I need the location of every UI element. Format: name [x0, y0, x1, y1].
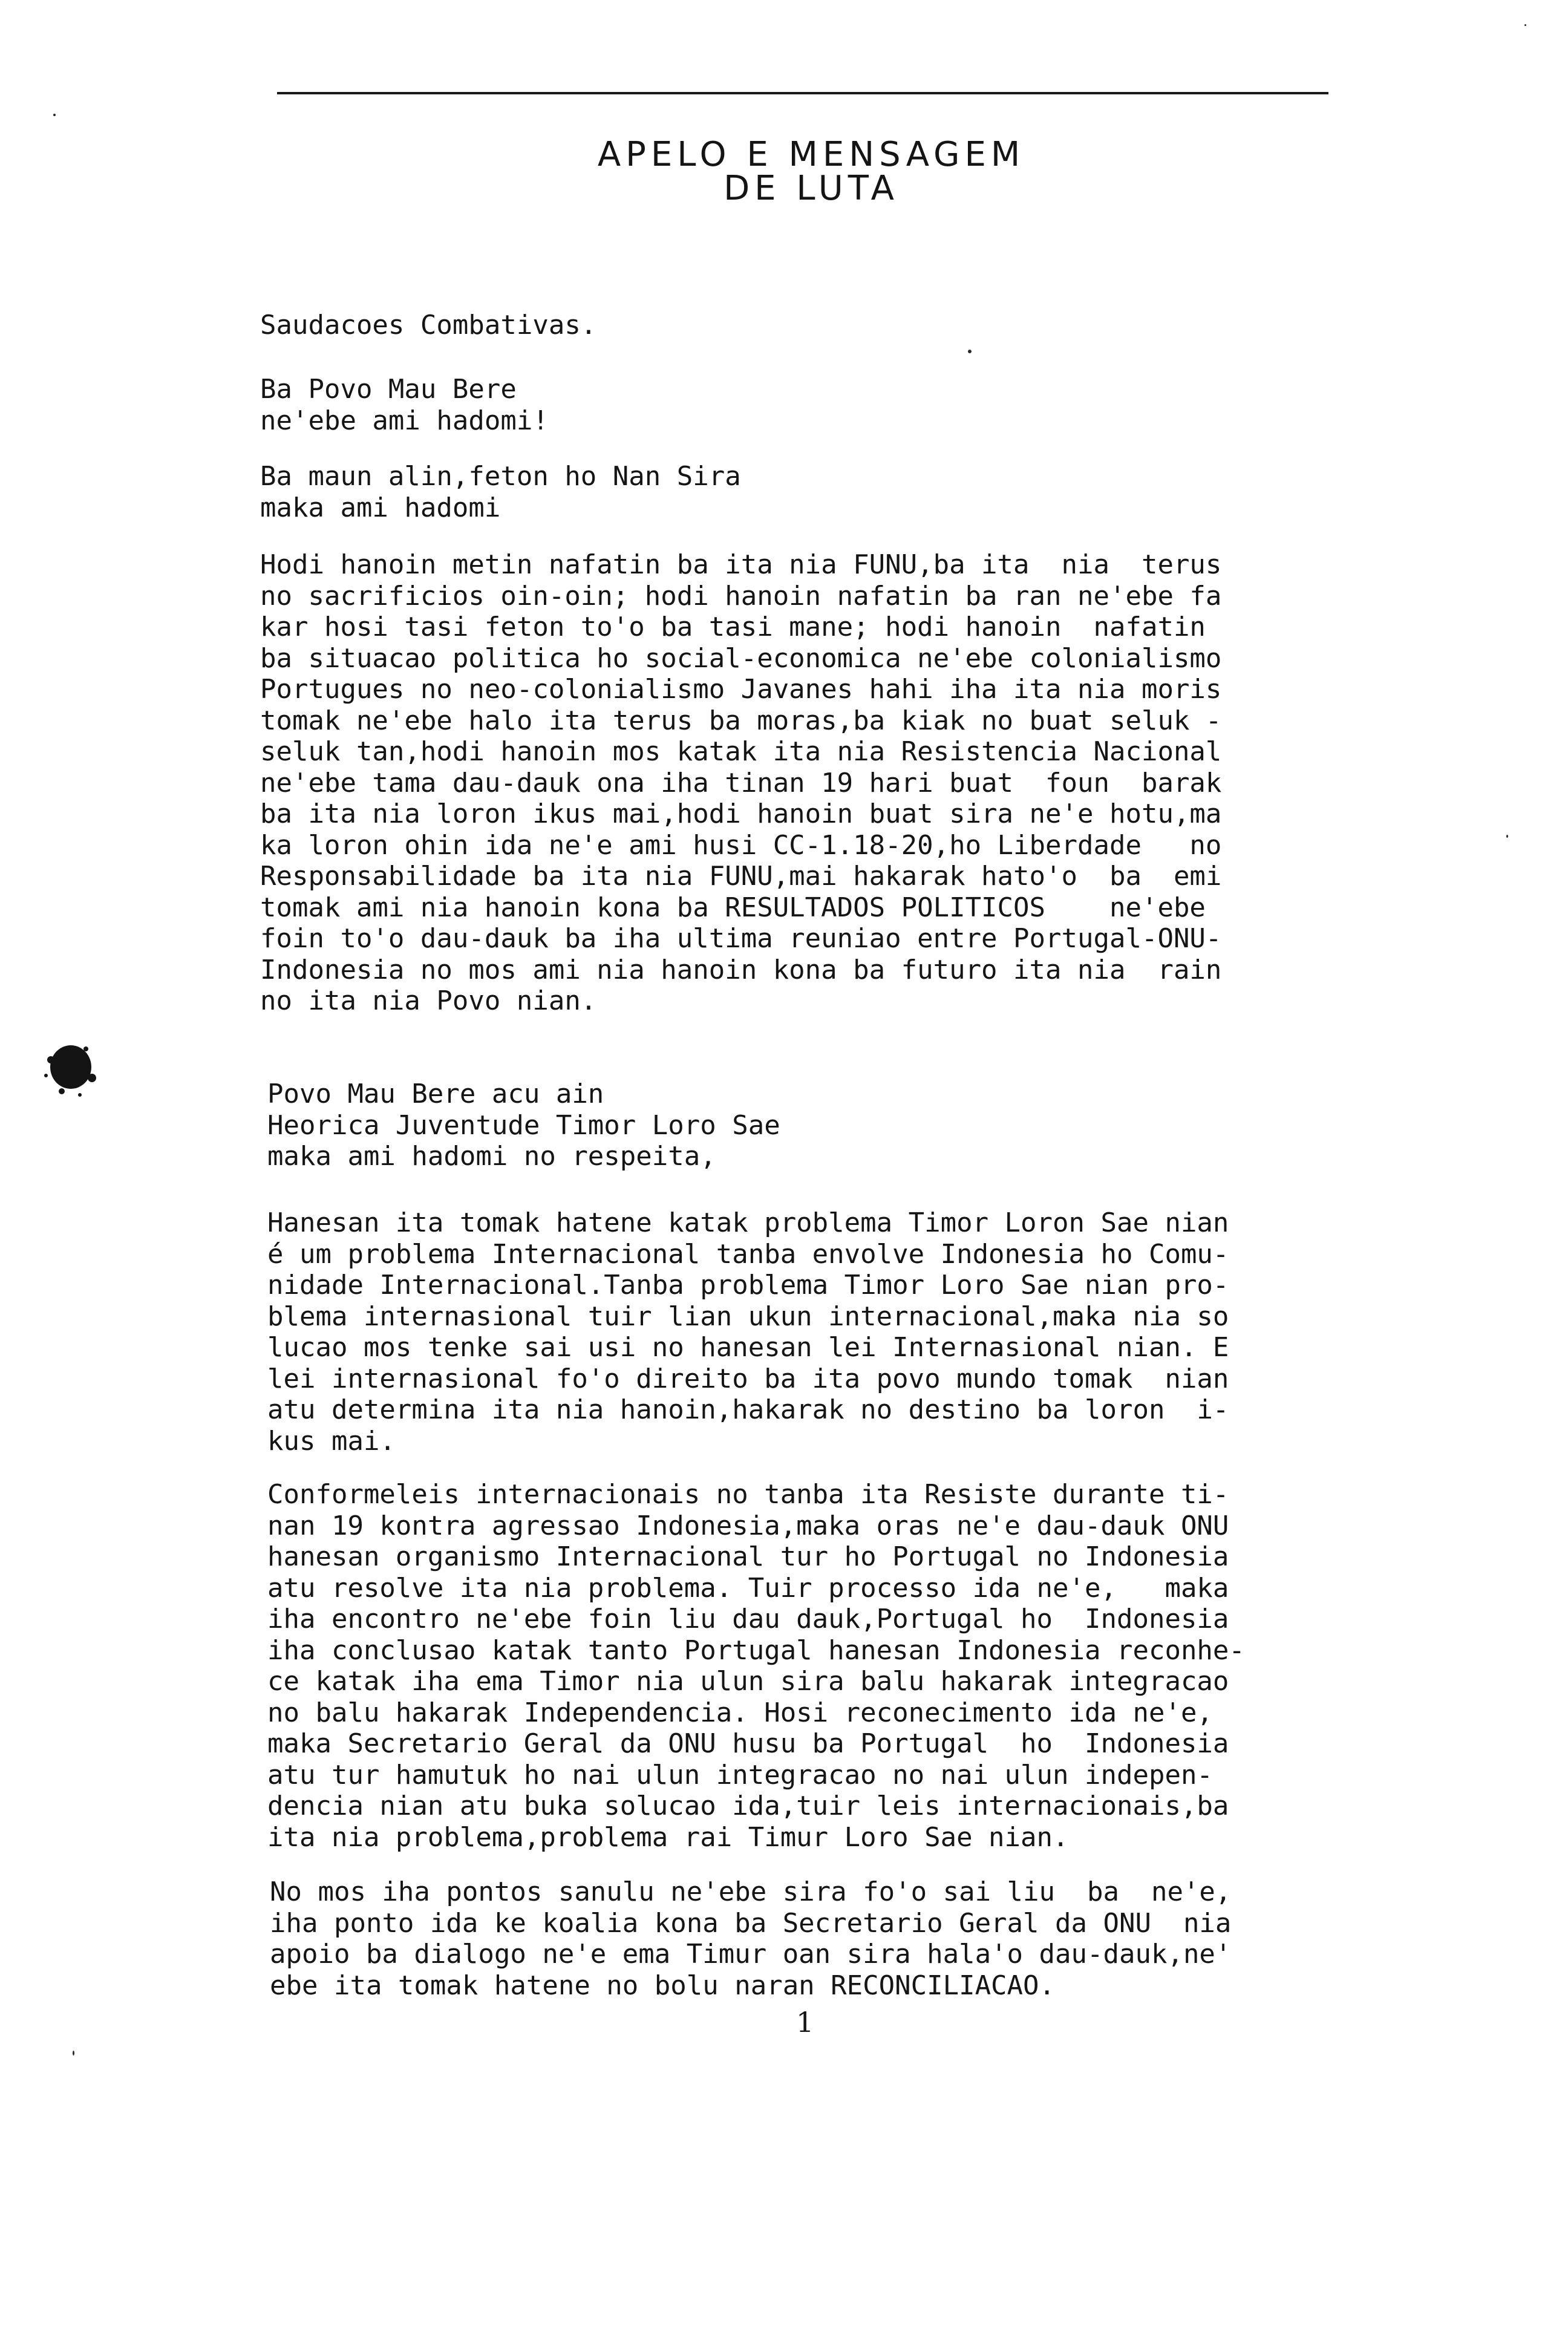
paragraph-reconciliacao: No mos iha pontos sanulu ne'ebe sira fo'o sai liu ba ne'e, iha ponto ida ke koalia kona ba Secretario Geral da ONU nia apoio ba dialogo ne'e ema Timur oan sira hala'o dau-dauk,ne' ebe ita tomak hatene no bolu naran RECONCILIACAO.	[270, 1876, 1232, 2001]
document-title-line-2: DE LUTA	[724, 169, 899, 208]
address-maun-alin: Ba maun alin,feton ho Nan Sira maka ami hadomi	[260, 461, 741, 523]
top-horizontal-rule	[277, 92, 1328, 94]
scan-speck	[1506, 835, 1508, 838]
address-juventude: Povo Mau Bere acu ain Heorica Juventude Timor Loro Sae maka ami hadomi no respeita,	[267, 1079, 780, 1172]
address-povo-mau-bere: Ba Povo Mau Bere ne'ebe ami hadomi!	[260, 374, 549, 436]
scan-speck	[968, 350, 972, 353]
paragraph-problema-internacional: Hanesan ita tomak hatene katak problema Timor Loron Sae nian é um problema Internacional tanba envolve Indonesia ho Comu- nidade Internacional.Tanba problema Timor Loro Sae nian pro- blema internasional tuir lian ukun internacional,maka nia so lucao mos tenke sai usi no hanesan lei Internasional nian. E lei internasional fo'o direito ba ita povo mundo tomak nian atu determina ita nia hanoin,hakarak no destino ba loron i- kus mai.	[267, 1207, 1229, 1457]
scan-speck	[1524, 24, 1526, 26]
paragraph-leis-internacionais: Conformeleis internacionais no tanba ita Resiste durante ti- nan 19 kontra agressao Indonesia,maka oras ne'e dau-dauk ONU hanesan organismo Internacional tur ho Portugal no Indonesia atu resolve ita nia problema. Tuir processo ida ne'e, maka iha encontro ne'ebe foin liu dau dauk,Portugal ho Indonesia iha conclusao katak tanto Portugal hanesan Indonesia reconhe- ce katak iha ema Timor nia ulun sira balu hakarak integracao no balu hakarak Independencia. Hosi reconecimento ida ne'e, maka Secretario Geral da ONU husu ba Portugal ho Indonesia atu tur hamutuk ho nai ulun integracao no nai ulun indepen- dencia nian atu buka solucao ida,tuir leis internacionais,ba ita nia problema,problema rai Timur Loro Sae nian.	[267, 1479, 1245, 1853]
greeting: Saudacoes Combativas.	[260, 310, 597, 341]
scan-speck	[73, 2051, 74, 2055]
paragraph-hanoin: Hodi hanoin metin nafatin ba ita nia FUNU,ba ita nia terus no sacrificios oin-oin; hodi hanoin nafatin ba ran ne'ebe fa kar hosi tasi feton to'o ba tasi mane; hodi hanoin nafatin ba situacao politica ho social-economica ne'ebe colonialismo Portugues no neo-colonialismo Javanes hahi iha ita nia moris tomak ne'ebe halo ita terus ba moras,ba kiak no buat seluk - seluk tan,hodi hanoin mos katak ita nia Resistencia Nacional ne'ebe tama dau-dauk ona iha tinan 19 hari buat foun barak ba ita nia loron ikus mai,hodi hanoin buat sira ne'e hotu,ma ka loron ohin ida ne'e ami husi CC-1.18-20,ho Liberdade no Responsabilidade ba ita nia FUNU,mai hakarak hato'o ba emi tomak ami nia hanoin kona ba RESULTADOS POLITICOS ne'ebe foin to'o dau-dauk ba iha ultima reuniao entre Portugal-ONU- Indonesia no mos ami nia hanoin kona ba futuro ita nia rain no ita nia Povo nian.	[260, 549, 1222, 1016]
document-title-line-1: APELO E MENSAGEM	[597, 135, 1025, 174]
scan-speck	[53, 114, 56, 116]
ink-blot-mark	[38, 1036, 104, 1102]
page-number: 1	[796, 2006, 814, 2039]
